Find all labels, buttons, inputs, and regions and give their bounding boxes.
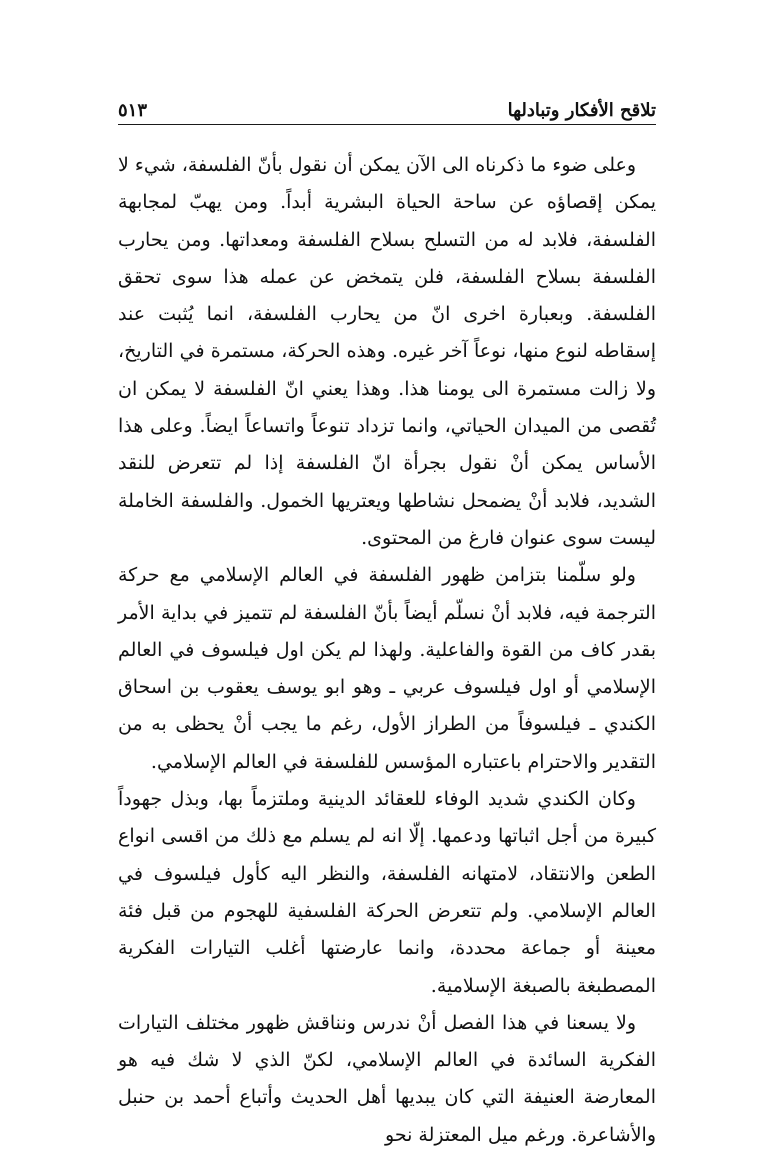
page-number: ٥١٣ [118,100,148,121]
paragraph-1: وعلى ضوء ما ذكرناه الى الآن يمكن أن نقول بأنّ الفلسفة، شيء لا يمكن إقصاؤه عن ساحة الحياة البشرية أبداً. ومن يهبّ لمجابهة الفلسفة، فلابد له من التسلح بسلاح الفلسفة ومعداتها. ومن يحارب الفلسفة بسلاح الفلسفة، فلن يتمخض عن عمله هذا سوى تحقق الفلسفة. وبعبارة اخرى انّ من يحارب الفلسفة، انما يُثبت عند إسقاطه لنوع منها، نوعاً آخر غيره. وهذه الحركة، مستمرة في التاريخ، ولا زالت مستمرة الى يومنا هذا. وهذا يعني انّ الفلسفة لا يمكن ان تُقصى من الميدان الحياتي، وانما تزداد تنوعاً واتساعاً ايضاً. وعلى هذا الأساس يمكن أنْ نقول بجرأة انّ الفلسفة إذا لم تتعرض للنقد الشديد، فلابد أنْ يضمحل نشاطها ويعتريها الخمول. والفلسفة الخاملة ليست سوى عنوان فارغ من المحتوى. [118,154,656,549]
paragraph-4: ولا يسعنا في هذا الفصل أنْ ندرس ونناقش ظهور مختلف التيارات الفكرية السائدة في العالم الإسلامي، لكنّ الذي لا شك فيه هو المعارضة العنيفة التي كان يبديها أهل الحديث وأتباع أحمد بن حنبل والأشاعرة. ورغم ميل المعتزلة نحو [118,1011,656,1146]
paragraph-3: وكان الكندي شديد الوفاء للعقائد الدينية وملتزماً بها، وبذل جهوداً كبيرة من أجل اثباتها ودعمها. إلّا انه لم يسلم مع ذلك من اقسى انواع الطعن والانتقاد، لامتهانه الفلسفة، والنظر اليه كأول فيلسوف في العالم الإسلامي. ولم تتعرض الحركة الفلسفية للهجوم من قبل فئة معينة أو جماعة محددة، وانما عارضتها أغلب التيارات الفكرية المصطبغة بالصبغة الإسلامية. [118,788,656,997]
page-header [118,88,656,125]
body-text [118,147,656,1154]
running-title: تلاقح الأفكار وتبادلها [507,100,656,121]
paragraph-2: ولو سلّمنا بتزامن ظهور الفلسفة في العالم الإسلامي مع حركة الترجمة فيه، فلابد أنْ نسلّم أيضاً بأنّ الفلسفة لم تتميز في بداية الأمر بقدر كاف من القوة والفاعلية. ولهذا لم يكن اول فيلسوف في العالم الإسلامي أو اول فيلسوف عربي ـ وهو ابو يوسف يعقوب بن اسحاق الكندي ـ فيلسوفاً من الطراز الأول، رغم ما يجب أنْ يحظى به من التقدير والاحترام باعتباره المؤسس للفلسفة في العالم الإسلامي. [118,564,656,773]
